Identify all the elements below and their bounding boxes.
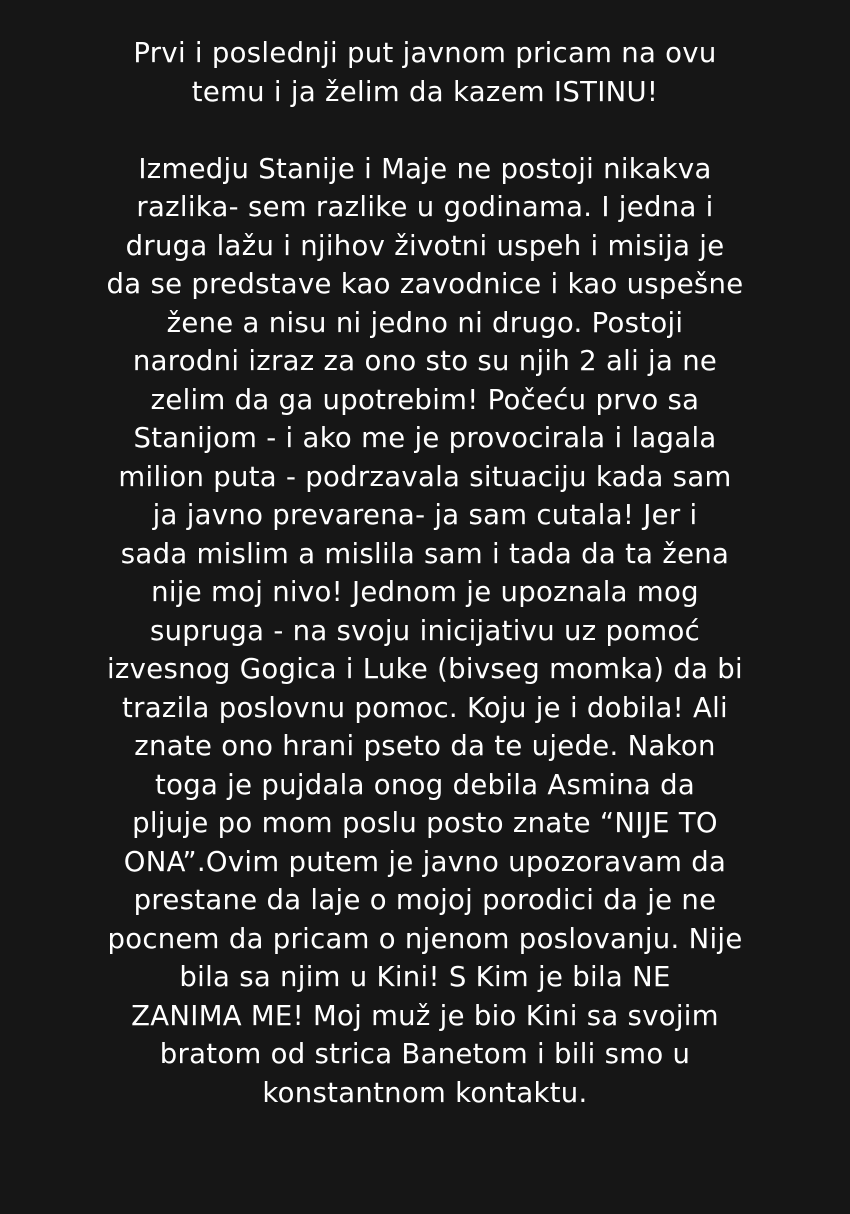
story-line: pocnem da pricam o njenom poslovanju. Nije: [107, 922, 743, 955]
story-line: bratom od strica Banetom i bili smo u: [159, 1038, 691, 1070]
paragraph-spacer: [40, 111, 810, 150]
story-line: Stanijom - i ako me je provocirala i lagala: [133, 422, 717, 454]
story-line: zelim da ga upotrebim! Počeću prvo sa: [150, 383, 700, 416]
story-line: narodni izraz za ono sto su njih 2 ali ja ne: [132, 345, 718, 377]
story-line: bila sa njim u Kini! S Kim je bila NE: [179, 961, 671, 993]
story-line: nije moj nivo! Jednom je upoznala mog: [151, 576, 699, 608]
story-line: ja javno prevarena- ja sam cutala! Jer i: [152, 499, 698, 531]
story-line: ZANIMA ME! Moj muž je bio Kini sa svojim: [131, 999, 719, 1032]
story-line: izvesnog Gogica i Luke (bivseg momka) da bi: [106, 653, 743, 685]
story-line: ONA”.Ovim putem je javno upozoravam da: [123, 845, 727, 878]
story-line: konstantnom kontaktu.: [262, 1076, 588, 1109]
story-line: milion puta - podrzavala situaciju kada sam: [118, 460, 732, 493]
story-line: trazila poslovnu pomoc. Koju je i dobila! Ali: [122, 691, 728, 724]
story-line: Prvi i poslednji put javnom pricam na ovu: [133, 37, 717, 69]
story-line: Izmedju Stanije i Maje ne postoji nikakva: [138, 152, 712, 185]
story-line: razlika- sem razlike u godinama. I jedna i: [136, 191, 714, 223]
story-line: druga lažu i njihov životni uspeh i misija je: [125, 229, 725, 262]
story-text-block: [40, 34, 810, 1112]
story-line: žene a nisu ni jedno ni drugo. Postoji: [166, 306, 684, 339]
story-line: znate ono hrani pseto da te ujede. Nakon: [134, 730, 716, 762]
story-line: pljuje po mom poslu posto znate “NIJE TO: [132, 807, 718, 839]
story-line: sada mislim a mislila sam i tada da ta žena: [120, 537, 730, 570]
story-line: da se predstave kao zavodnice i kao uspešne: [106, 268, 744, 300]
story-line: toga je pujdala onog debila Asmina da: [154, 768, 695, 801]
story-line: supruga - na svoju inicijativu uz pomoć: [149, 614, 701, 647]
story-line: prestane da laje o mojoj porodici da je ne: [133, 884, 717, 916]
story-line: temu i ja želim da kazem ISTINU!: [191, 75, 659, 108]
